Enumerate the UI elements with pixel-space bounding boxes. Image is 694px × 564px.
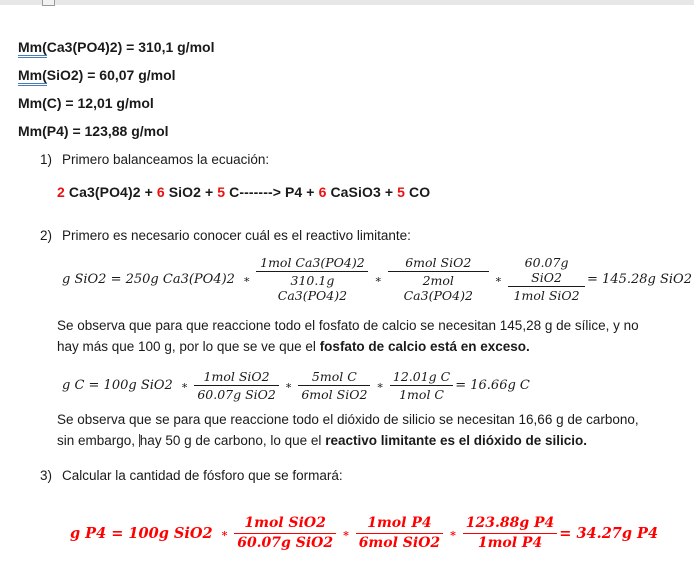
- multiplication-operator: ∗: [342, 526, 350, 540]
- multiplication-operator: ∗: [449, 526, 457, 540]
- equation-text: = 34.27g P4: [559, 524, 659, 542]
- fraction-numerator: 1mol SiO2: [244, 514, 326, 531]
- fraction-denominator: 310.1g Ca3(PO4)2: [256, 271, 368, 303]
- equation-coefficient-red: 2: [57, 184, 65, 200]
- equation-species-text: SiO2 +: [164, 184, 218, 200]
- fraction: [463, 515, 558, 552]
- molar-mass-line-c: [18, 95, 694, 112]
- equation-text: = 145.28g SiO2: [587, 271, 692, 287]
- fraction-numerator: 123.88g P4: [465, 514, 555, 531]
- fraction-numerator: 6mol SiO2: [405, 255, 472, 270]
- list-item-1: [40, 151, 694, 168]
- fraction-numerator: 12.01g C: [392, 368, 451, 384]
- molar-mass-text: Ca3(PO4)2) = 310,1 g/mol: [46, 39, 215, 55]
- fraction-denominator: 2mol Ca3(PO4)2: [388, 271, 489, 303]
- molar-mass-text: Mm(P4) = 123,88 g/mol: [18, 123, 169, 139]
- multiplication-operator: ∗: [376, 378, 384, 392]
- fraction: [388, 255, 489, 303]
- fraction-numerator: 1mol P4: [367, 514, 432, 531]
- equation-coefficient-red: 6: [318, 184, 327, 200]
- fraction: [390, 369, 453, 402]
- equation-text: = 16.66g C: [455, 377, 530, 393]
- equation-coefficient-red: 6: [156, 184, 165, 200]
- fraction: [234, 515, 336, 552]
- equation-coefficient-red: 5: [397, 184, 406, 200]
- list-number: 3): [40, 468, 53, 483]
- text-run: hay 50 g de carbono, lo que el: [139, 433, 326, 448]
- multiplication-operator: ∗: [220, 526, 229, 540]
- spellcheck-underlined-text: Mm(: [18, 67, 47, 86]
- equation-text: g C = 100g SiO2: [62, 377, 173, 393]
- fraction: [508, 255, 585, 303]
- list-item-text: Primero balanceamos la ecuación:: [62, 152, 270, 167]
- fraction-denominator: 1mol C: [390, 385, 453, 402]
- text-run: Se observa que para que reaccione todo el fosfato de calcio se necesitan 145,28 g de sílice, y no hay más que 100 g, por lo que se ve que el: [57, 318, 639, 354]
- observation-paragraph-1: [57, 315, 659, 357]
- equation-species-text: CaSiO3 +: [326, 184, 398, 200]
- molar-mass-text: Mm(C) = 12,01 g/mol: [18, 95, 154, 111]
- list-item-text: Calcular la cantidad de fósforo que se formará:: [62, 468, 343, 483]
- fraction-denominator: 6mol SiO2: [298, 385, 370, 402]
- fraction-numerator: 60.07g SiO2: [524, 255, 569, 285]
- multiplication-operator: ∗: [284, 378, 293, 392]
- stoichiometry-equation-sio2: [60, 256, 694, 302]
- molar-mass-line-p4: [18, 123, 694, 140]
- molar-mass-line-sio2: [18, 67, 694, 84]
- fraction-denominator: 60.07g SiO2: [234, 533, 336, 552]
- multiplication-operator: ∗: [242, 272, 251, 286]
- equation-text: g SiO2 = 250g Ca3(PO4)2: [62, 271, 235, 287]
- equation-species-text: CO: [405, 184, 431, 200]
- fraction: [256, 255, 368, 303]
- spellcheck-underlined-text: Mm(: [18, 39, 47, 58]
- fraction-denominator: 60.07g SiO2: [194, 385, 279, 402]
- text-run: Se observa que se para que reaccione todo el dióxido de silicio se necesitan 16,66 g de carbono, sin embargo,: [57, 412, 639, 448]
- fraction-numerator: 1mol Ca3(PO4)2: [260, 255, 365, 270]
- balanced-chemical-equation: [57, 184, 694, 201]
- stoichiometry-equation-p4-result: [68, 507, 694, 559]
- list-number: 1): [40, 152, 53, 167]
- observation-paragraph-2: [57, 409, 659, 451]
- list-number: 2): [40, 228, 53, 243]
- document-body: [0, 5, 694, 559]
- multiplication-operator: ∗: [374, 272, 382, 286]
- list-item-text: Primero es necesario conocer cuál es el reactivo limitante:: [62, 228, 411, 243]
- bold-text-run: reactivo limitante es el dióxido de silicio.: [325, 433, 588, 448]
- equation-text: g P4 = 100g SiO2: [70, 524, 213, 542]
- stoichiometry-equation-carbon: [60, 364, 694, 406]
- molar-mass-line-ca3po42: [18, 39, 694, 56]
- fraction-denominator: 1mol P4: [463, 533, 558, 552]
- molar-mass-text: SiO2) = 60,07 g/mol: [46, 67, 176, 83]
- fraction: [298, 369, 370, 402]
- list-item-3: [40, 467, 694, 484]
- fraction-denominator: 6mol SiO2: [356, 533, 443, 552]
- fraction-numerator: 5mol C: [311, 368, 357, 384]
- equation-coefficient-red: 5: [217, 184, 226, 200]
- equation-species-text: C-------> P4 +: [225, 184, 319, 200]
- list-item-2: [40, 227, 694, 244]
- fraction: [356, 515, 443, 552]
- multiplication-operator: ∗: [180, 378, 189, 392]
- bold-text-run: fosfato de calcio está en exceso.: [319, 339, 530, 354]
- fraction-numerator: 1mol SiO2: [203, 368, 270, 384]
- fraction: [194, 369, 279, 402]
- equation-species-text: Ca3(PO4)2 +: [64, 184, 157, 200]
- fraction-denominator: 1mol SiO2: [508, 286, 585, 303]
- multiplication-operator: ∗: [494, 272, 503, 286]
